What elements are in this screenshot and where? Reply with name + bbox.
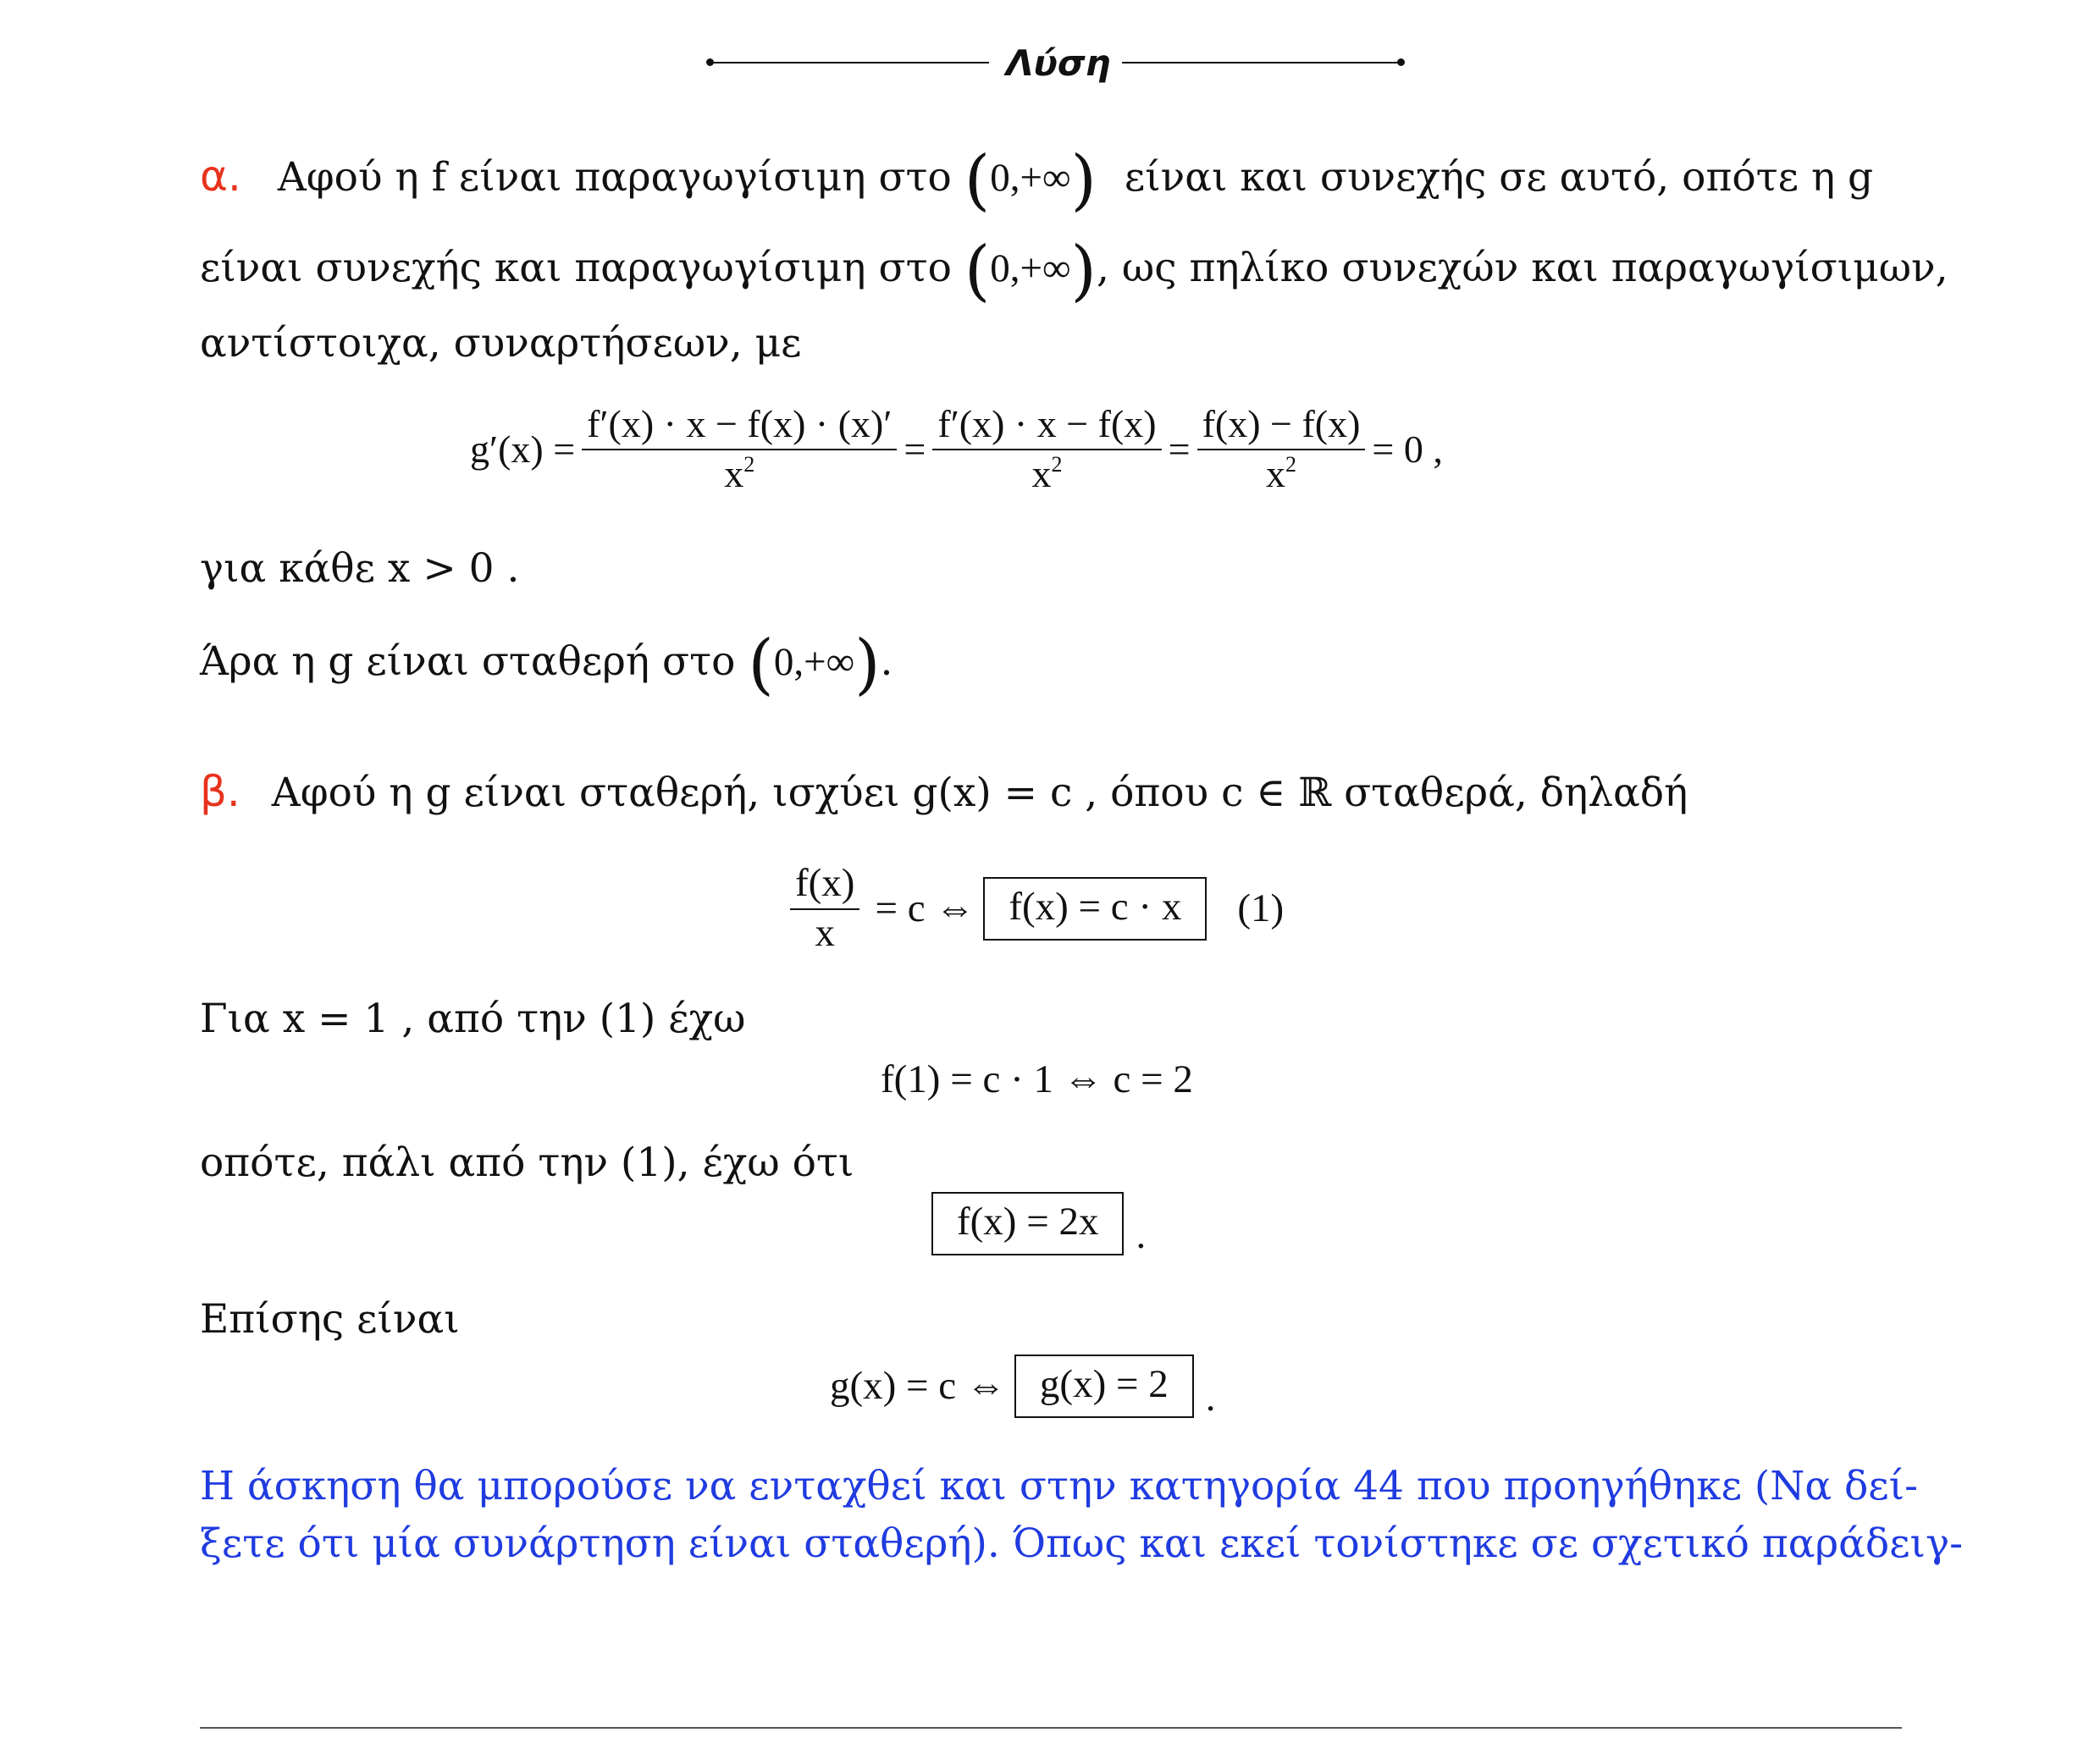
boxed-fx-cx: f(x) = c · x [983,877,1207,941]
part-b-label: β. [200,767,240,816]
fraction-2: $\frac{f'(x) \cdot x - f(x)}{x^2}$ [932,405,1161,494]
boxed-gx-2: g(x) = 2 [1014,1355,1194,1418]
note-line2: ξετε ότι μία συνάρτηση είναι σταθερή). Όπως και εκεί τονίστηκε σε σχετικό παράδειγ- [200,1520,1963,1567]
header-left-rule [710,62,989,63]
part-a-line2: είναι συνεχής και παραγωγίσιμη στο (0,+∞), ως πηλίκο συνεχών και παραγωγίσιμων, [200,233,1948,309]
eq-1: $\frac{f(x)}{x}$ = c ⇔ f(x) = c · x (1) [783,863,1284,953]
part-b-line4: Επίσης είναι [200,1296,460,1343]
part-b-line3: οπότε, πάλι από την (1), έχω ότι [200,1139,854,1186]
part-a-conclusion: Άρα η g είναι σταθερή στο (0,+∞). [200,626,893,703]
derivative-equation: g′(x) = $\frac{f'(x) \cdot x - f(x) \cdot (x)'}{x^2}$ = $\frac{f'(x) \cdot x - f(x)}{x^2}$ = $\frac{f(x) - f(x)}{x^2}$ = 0 , [470,402,1443,495]
eq-4: g(x) = c ⇔ g(x) = 2 . [830,1355,1215,1418]
fraction-3: $\frac{f(x) - f(x)}{x^2}$ [1197,405,1366,494]
header-right-dot [1397,58,1405,66]
footer-rule [200,1727,1902,1729]
part-a-line3: αντίστοιχα, συναρτήσεων, με [200,320,802,367]
boxed-fx-2x: f(x) = 2x [931,1192,1124,1255]
header-right-rule [1122,62,1401,63]
section-title: Λύση [1006,42,1111,84]
note-line1: Η άσκηση θα μπορούσε να ενταχθεί και στην κατηγορία 44 που προηγήθηκε (Να δεί- [200,1463,1918,1509]
fraction-1: $\frac{f'(x) \cdot x - f(x) \cdot (x)'}{x^2}$ [582,405,897,494]
part-a-line1: α. Αφού η f είναι παραγωγίσιμη στο (0,+∞) είναι και συνεχής σε αυτό, οπότε η g [200,142,1874,218]
equation-tag: (1) [1237,886,1285,930]
part-a-label: α. [200,152,241,201]
part-a-condition: για κάθε x > 0 . [200,545,520,592]
eq-3: f(x) = 2x . [931,1192,1146,1255]
part-b-line1: β. Αφού η g είναι σταθερή, ισχύει g(x) = c , όπου c ∈ ℝ σταθερά, δηλαδή [200,767,1688,816]
eq-2: f(1) = c · 1 ⇔ c = 2 [881,1057,1193,1101]
part-b-line2: Για x = 1 , από την (1) έχω [200,996,746,1042]
